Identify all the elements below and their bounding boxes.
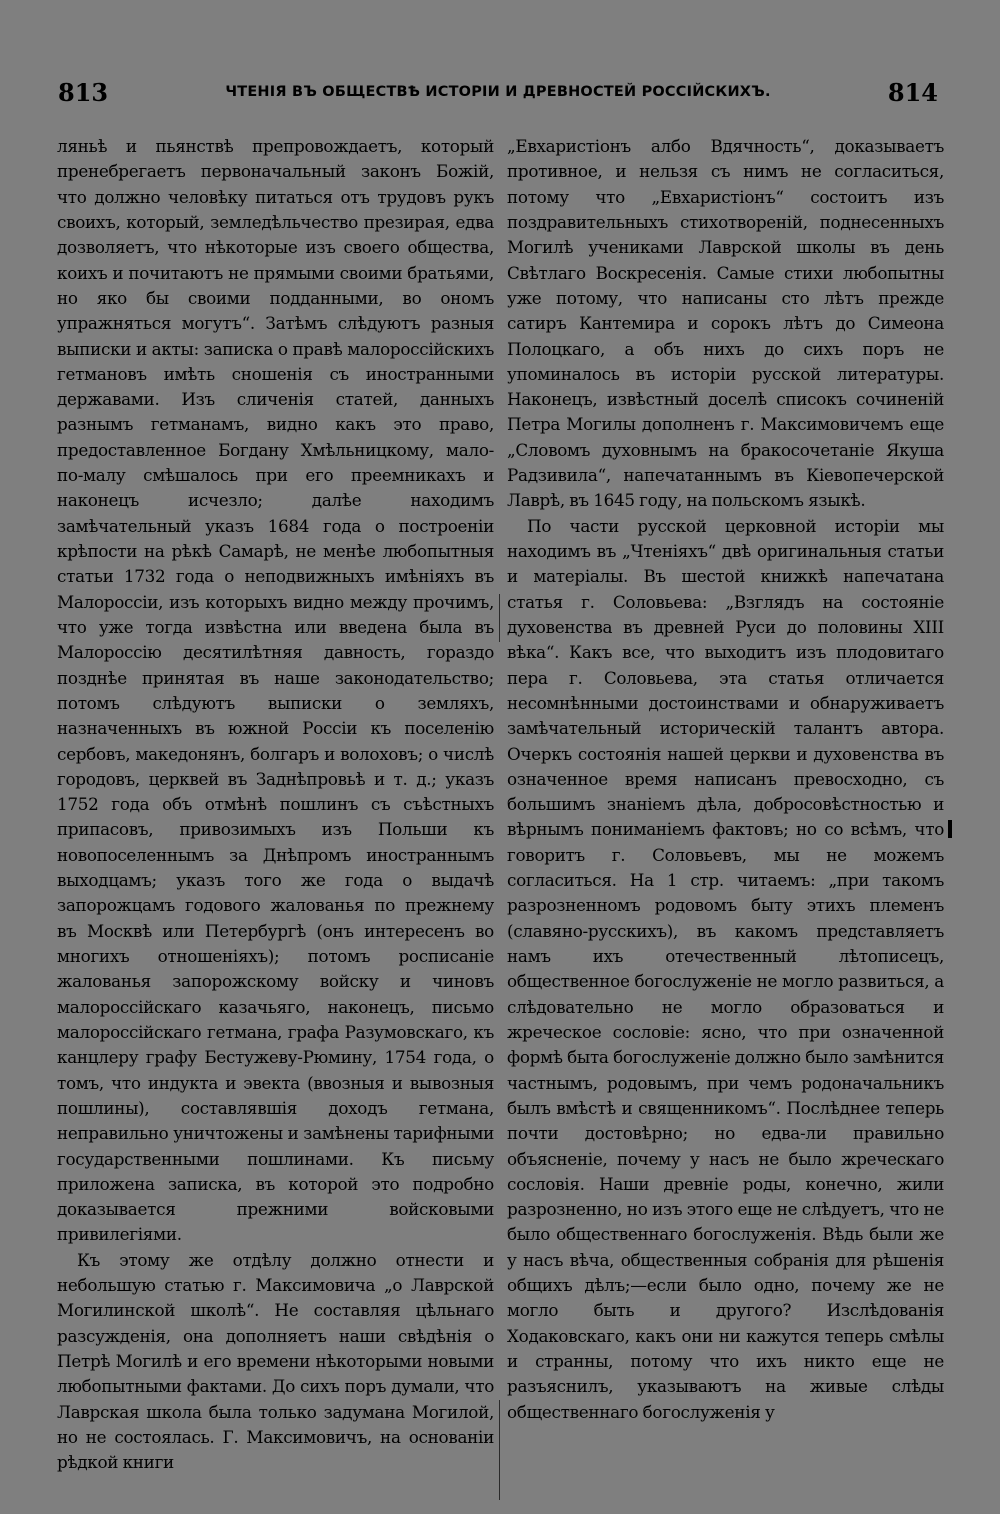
left-column bbox=[57, 134, 494, 1476]
left-paragraph-1: ляньѣ и пьянствѣ препровождаетъ, который пренебрегаетъ первоначальный законъ Божій, что должно человѣку питаться отъ трудовъ рукъ своихъ, который, земледѣльчество презирая, едва дозволяетъ, что нѣкоторые изъ своего общества, коихъ и почитаютъ не прямыми своими братьями, но яко бы своими подданными, во ономъ упражняться могутъ“. Затѣмъ слѣдуютъ разныя выписки и акты: записка о правѣ малороссійскихъ гетмановъ имѣть сношенія съ иностранными державами. Изъ сличенія статей, данныхъ разнымъ гетманамъ, видно какъ это право, предоставленное Богдану Хмѣльницкому, мало-по-малу смѣшалось при его преемникахъ и наконецъ исчезло; далѣе находимъ замѣчательный указъ 1684 года о построеніи крѣпости на рѣкѣ Самарѣ, не менѣе любопытныя статьи 1732 года о неподвижныхъ имѣніяхъ въ Малороссіи, изъ которыхъ видно между прочимъ, что уже тогда извѣстна или введена была въ Малороссію десятилѣтняя давность, гораздо позднѣе принятая въ наше законодательство; потомъ слѣдуютъ выписки о земляхъ, назначенныхъ въ южной Россіи къ поселенію сербовъ, македонянъ, болгаръ и волоховъ; о числѣ городовъ, церквей въ Заднѣпровьѣ и т. д.; указъ 1752 года объ отмѣнѣ пошлинъ съ съѣстныхъ припасовъ, привозимыхъ изъ Польши къ новопоселеннымъ за Днѣпромъ иностраннымъ выходцамъ; указъ того же года о выдачѣ запорожцамъ годового жалованья по прежнему въ Москвѣ или Петербургѣ (онъ интересенъ во многихъ отношеніяхъ); потомъ росписаніе жалованья запорожскому войску и чиновъ малороссійскаго казачьяго, наконецъ, письмо малороссійскаго гетмана, графа Разумовскаго, къ канцлеру графу Бестужеву-Рюмину, 1754 года, о томъ, что индукта и эвекта (ввозныя и вывозныя пошлины), составлявшія доходъ гетмана, неправильно уничтожены и замѣнены тарифными государственными пошлинами. Къ письму приложена записка, въ которой это подробно доказывается прежними войсковыми привилегіями. bbox=[57, 136, 494, 1245]
left-paragraph-2: Къ этому же отдѣлу должно отнести и небольшую статью г. Максимовича „о Лаврской Могилинской школѣ“. Не составляя цѣльнаго разсужденія, она дополняетъ наши свѣдѣнія о Петрѣ Могилѣ и его времени нѣкоторыми новыми любопытными фактами. До сихъ поръ думали, что Лаврская школа была только задумана Могилой, но не состоялась. Г. Максимовичъ, на основаніи рѣдкой книги bbox=[57, 1249, 494, 1473]
page-number-right: 814 bbox=[887, 78, 938, 107]
right-paragraph-2: По части русской церковной исторіи мы находимъ въ „Чтеніяхъ“ двѣ оригинальныя статьи и матеріалы. Въ шестой книжкѣ напечатана статья г. Соловьева: „Взглядъ на состояніе духовенства въ древней Руси до половины XIII вѣка“. Какъ все, что выходитъ изъ плодовитаго пера г. Соловьева, эта статья отличается несомнѣнными достоинствами и обнаруживаетъ замѣчательный историческій талантъ автора. Очеркъ состоянія нашей церкви и духовенства въ означенное время написанъ превосходно, съ большимъ знаніемъ дѣла, добросовѣстностью и вѣрнымъ пониманіемъ фактовъ; но со всѣмъ, что говоритъ г. Соловьевъ, мы не можемъ согласиться. На 1 стр. читаемъ: „при такомъ разрозненномъ родовомъ быту этихъ племенъ (славяно-русскихъ), въ какомъ представляетъ намъ ихъ отечественный лѣтописецъ, общественное богослуженіе не могло развиться, а слѣдовательно не могло образоваться и жреческое сословіе: ясно, что при означенной формѣ быта богослуженіе должно было замѣнится частнымъ, родовымъ, при чемъ родоначальникъ былъ вмѣстѣ и священникомъ“. Послѣднее теперь почти достовѣрно; но едва-ли правильно объясненіе, почему у насъ не было жреческаго сословія. Наши древніе роды, конечно, жили разрозненно, но изъ этого еще не слѣдуетъ, что не было общественнаго богослуженія. Вѣдь были же у насъ вѣча, общественныя собранія для рѣшенія общихъ дѣлъ;—если было одно, почему же не могло быть и другого? Изслѣдованія Ходаковскаго, какъ они ни кажутся теперь смѣлы и странны, потому что ихъ никто еще не разъяснилъ, указываютъ на живые слѣды общественнаго богослуженія у bbox=[507, 515, 944, 1422]
margin-mark bbox=[948, 820, 952, 838]
page-number-left: 813 bbox=[58, 78, 109, 107]
column-rule-mark-lower bbox=[499, 1400, 500, 1500]
running-title: ЧТЕНІЯ ВЪ ОБЩЕСТВѢ ИСТОРІИ И ДРЕВНОСТЕЙ РОССІЙСКИХЪ. bbox=[225, 84, 771, 100]
column-rule-mark bbox=[499, 594, 500, 642]
page-header bbox=[58, 78, 938, 114]
right-paragraph-1: „Евхаристіонъ албо Вдячность“, доказываетъ противное, и нельзя съ нимъ не согласиться, потому что „Евхаристіонъ“ состоитъ изъ поздравительныхъ стихотвореній, поднесенныхъ Могилѣ учениками Лаврской школы въ день Свѣтлаго Воскресенія. Самые стихи любопытны уже потому, что написаны сто лѣтъ прежде сатиръ Кантемира и сорокъ лѣтъ до Симеона Полоцкаго, а объ нихъ до сихъ поръ не упоминалось въ исторіи русской литературы. Наконецъ, извѣстный доселѣ списокъ сочиненій Петра Могилы дополненъ г. Максимовичемъ еще „Словомъ духовнымъ на бракосочетаніе Якуша Радзивила“, напечатаннымъ въ Кіевопечерской Лаврѣ, въ 1645 году, на польскомъ языкѣ. bbox=[507, 136, 944, 511]
right-column bbox=[507, 134, 944, 1425]
